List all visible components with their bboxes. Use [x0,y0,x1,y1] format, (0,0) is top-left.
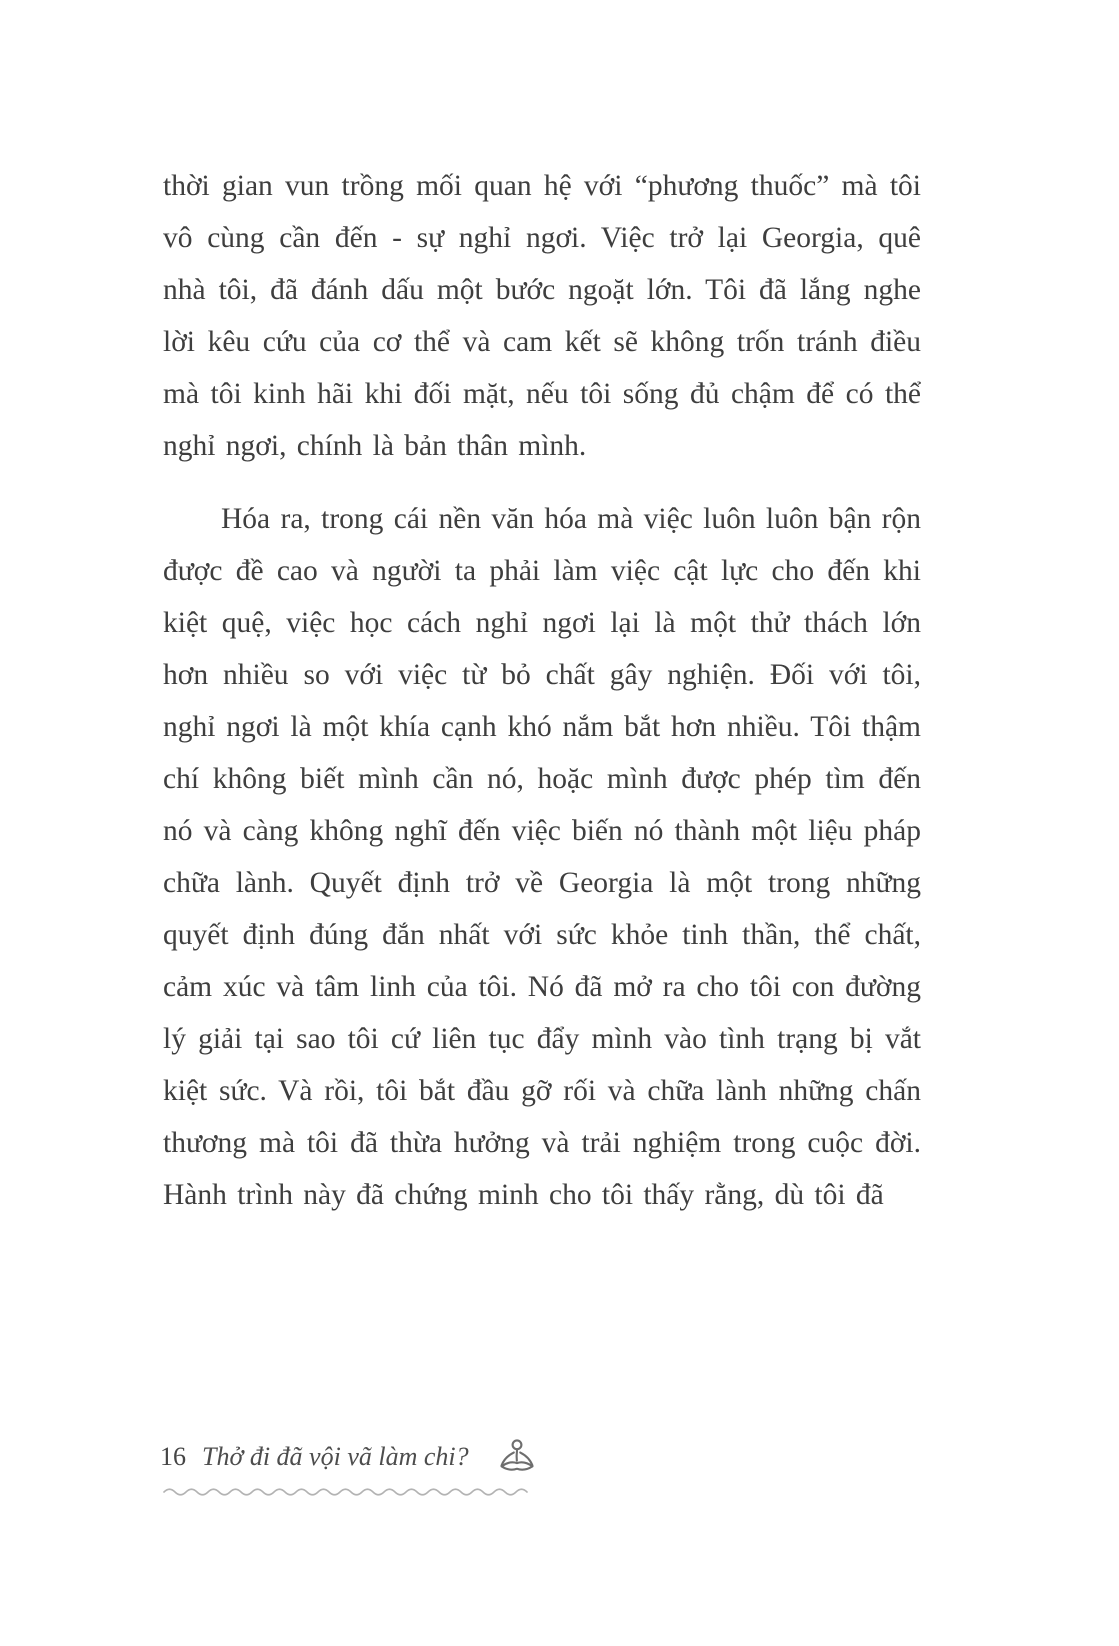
page-footer [160,1438,543,1476]
page-number: 16 [160,1442,186,1471]
body-text-block [163,160,921,1221]
meditation-icon [491,1438,543,1476]
paragraph-continued: thời gian vun trồng mối quan hệ với “phương thuốc” mà tôi vô cùng cần đến - sự nghỉ ngơi. Việc trở lại Georgia, quê nhà tôi, đã đánh dấu một bước ngoặt lớn. Tôi đã lắng nghe lời kêu cứu của cơ thể và cam kết sẽ không trốn tránh điều mà tôi kinh hãi khi đối mặt, nếu tôi sống đủ chậm để có thể nghỉ ngơi, chính là bản thân mình. [163,170,921,462]
running-title: Thở đi đã vội vã làm chi? [202,1442,469,1471]
wave-underline-decoration [163,1484,541,1498]
paragraph: Hóa ra, trong cái nền văn hóa mà việc luôn luôn bận rộn được đề cao và người ta phải làm việc cật lực cho đến khi kiệt quệ, việc học cách nghỉ ngơi lại là một thử thách lớn hơn nhiều so với việc từ bỏ chất gây nghiện. Đối với tôi, nghỉ ngơi là một khía cạnh khó nắm bắt hơn nhiều. Tôi thậm chí không biết mình cần nó, hoặc mình được phép tìm đến nó và càng không nghĩ đến việc biến nó thành một liệu pháp chữa lành. Quyết định trở về Georgia là một trong những quyết định đúng đắn nhất với sức khỏe tinh thần, thể chất, cảm xúc và tâm linh của tôi. Nó đã mở ra cho tôi con đường lý giải tại sao tôi cứ liên tục đẩy mình vào tình trạng bị vắt kiệt sức. Và rồi, tôi bắt đầu gỡ rối và chữa lành những chấn thương mà tôi đã thừa hưởng và trải nghiệm trong cuộc đời. Hành trình này đã chứng minh cho tôi thấy rằng, dù tôi đã [163,503,921,1211]
